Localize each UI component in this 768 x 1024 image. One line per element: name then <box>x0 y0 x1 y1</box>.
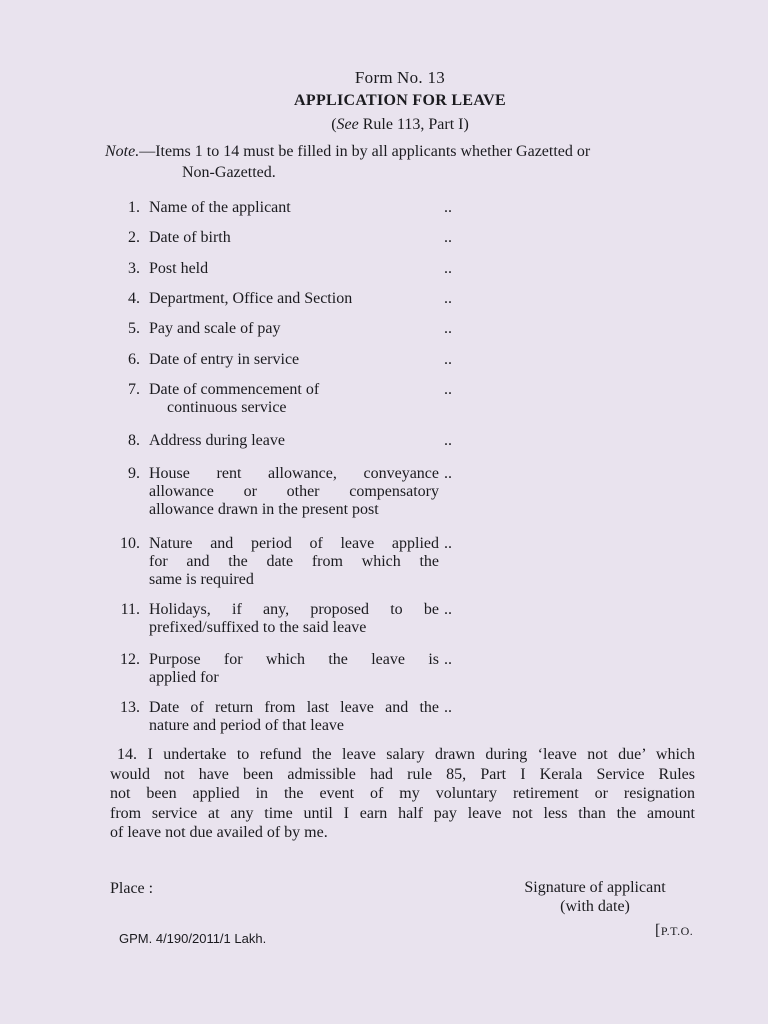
item-label <box>149 651 439 687</box>
undertaking-line: 14. I undertake to refund the leave salary drawn during ‘leave not due’ which <box>117 746 695 763</box>
item-label-line: allowance drawn in the present post <box>149 501 379 518</box>
form-number <box>0 68 768 88</box>
item-number: 5. <box>128 320 140 337</box>
item-dots: .. <box>444 290 452 307</box>
item-label <box>149 199 439 217</box>
pto-text: P.T.O. <box>660 924 694 938</box>
item-label-line: Department, Office and Section <box>149 290 353 307</box>
undertaking-line: not been applied in the event of my voluntary retirement or resignation <box>110 785 695 802</box>
item-number: 9. <box>128 465 140 482</box>
form-word: Form <box>354 68 393 87</box>
item-label-line: Nature and period of leave applied <box>149 535 439 552</box>
item-label-line: for and the date from which the <box>149 553 439 570</box>
undertaking-line: of leave not due availed of by me. <box>110 824 328 841</box>
item-label <box>149 351 439 369</box>
item-dots: .. <box>444 381 452 398</box>
item-number: 2. <box>128 229 140 246</box>
item-label-line: Name of the applicant <box>149 199 291 216</box>
item-label-line: same is required <box>149 571 254 588</box>
item-label-line: Date of entry in service <box>149 351 300 368</box>
note-line-1: —Items 1 to 14 must be filled in by all applicants whether Gazetted or <box>139 143 591 160</box>
item-number: 11. <box>120 601 140 618</box>
signature-label: Signature of applicant <box>524 879 666 896</box>
pto-bracket: [ <box>655 922 661 939</box>
item-dots: .. <box>444 651 452 668</box>
item-dots: .. <box>444 260 452 277</box>
item-label <box>149 699 439 735</box>
item-label-line: allowance or other compensatory <box>149 483 439 500</box>
item-label-line: Holidays, if any, proposed to be <box>149 601 439 618</box>
item-number: 4. <box>128 290 140 307</box>
item-dots: .. <box>444 699 452 716</box>
item-label-line: Post held <box>149 260 209 277</box>
item-number: 3. <box>128 260 140 277</box>
subtitle-rule: Rule 113, Part I) <box>358 116 469 133</box>
subtitle-see: See <box>336 116 359 133</box>
item-dots: .. <box>444 601 452 618</box>
item-number: 1. <box>128 199 140 216</box>
undertaking-line: would not have been admissible had rule 85, Part I Kerala Service Rules <box>110 765 695 783</box>
form-number-value: No. 13 <box>397 68 446 87</box>
note-line-2: Non-Gazetted. <box>182 164 276 181</box>
item-dots: .. <box>444 351 452 368</box>
item-label-line: Purpose for which the leave is <box>149 651 439 668</box>
item-dots: .. <box>444 432 452 449</box>
pto-mark <box>655 922 693 940</box>
signature-date-label: (with date) <box>560 898 630 915</box>
item-number: 12. <box>120 651 140 668</box>
item-label <box>149 601 439 637</box>
signature-block <box>495 878 695 916</box>
item-label <box>149 290 439 308</box>
item-number: 7. <box>128 381 140 398</box>
item-label <box>149 229 439 247</box>
item-label <box>149 260 439 278</box>
undertaking-line: from service at any time until I earn half pay leave not less than the amount <box>110 804 695 822</box>
item-dots: .. <box>444 199 452 216</box>
form-title: APPLICATION FOR LEAVE <box>294 92 506 109</box>
item-label-line: House rent allowance, conveyance <box>149 465 439 482</box>
note-label: Note. <box>105 143 140 160</box>
print-reference: GPM. 4/190/2011/1 Lakh. <box>119 931 267 946</box>
item-dots: .. <box>444 535 452 552</box>
item-number: 6. <box>128 351 140 368</box>
item-label-line: Date of return from last leave and the <box>149 699 439 716</box>
item-dots: .. <box>444 229 452 246</box>
item-label <box>149 320 439 338</box>
item-label-line: continuous service <box>167 399 287 416</box>
item-label-line: nature and period of that leave <box>149 717 345 734</box>
item-label-line: prefixed/suffixed to the said leave <box>149 619 367 636</box>
item-dots: .. <box>444 465 452 482</box>
form-subtitle: (See Rule 113, Part I) <box>331 116 469 133</box>
note <box>105 141 705 183</box>
item-label-line: Pay and scale of pay <box>149 320 281 337</box>
item-label <box>149 432 439 450</box>
place-label: Place : <box>110 880 154 897</box>
item-dots: .. <box>444 320 452 337</box>
item-label-line: Date of commencement of <box>149 381 320 398</box>
item-label-line: applied for <box>149 669 219 686</box>
item-label <box>149 535 439 589</box>
item-label-line: Address during leave <box>149 432 285 449</box>
undertaking-paragraph <box>110 745 695 843</box>
item-number: 8. <box>128 432 140 449</box>
item-label <box>149 381 439 417</box>
item-number: 13. <box>120 699 140 716</box>
item-number: 10. <box>120 535 140 552</box>
item-label-line: Date of birth <box>149 229 231 246</box>
item-label <box>149 465 439 519</box>
